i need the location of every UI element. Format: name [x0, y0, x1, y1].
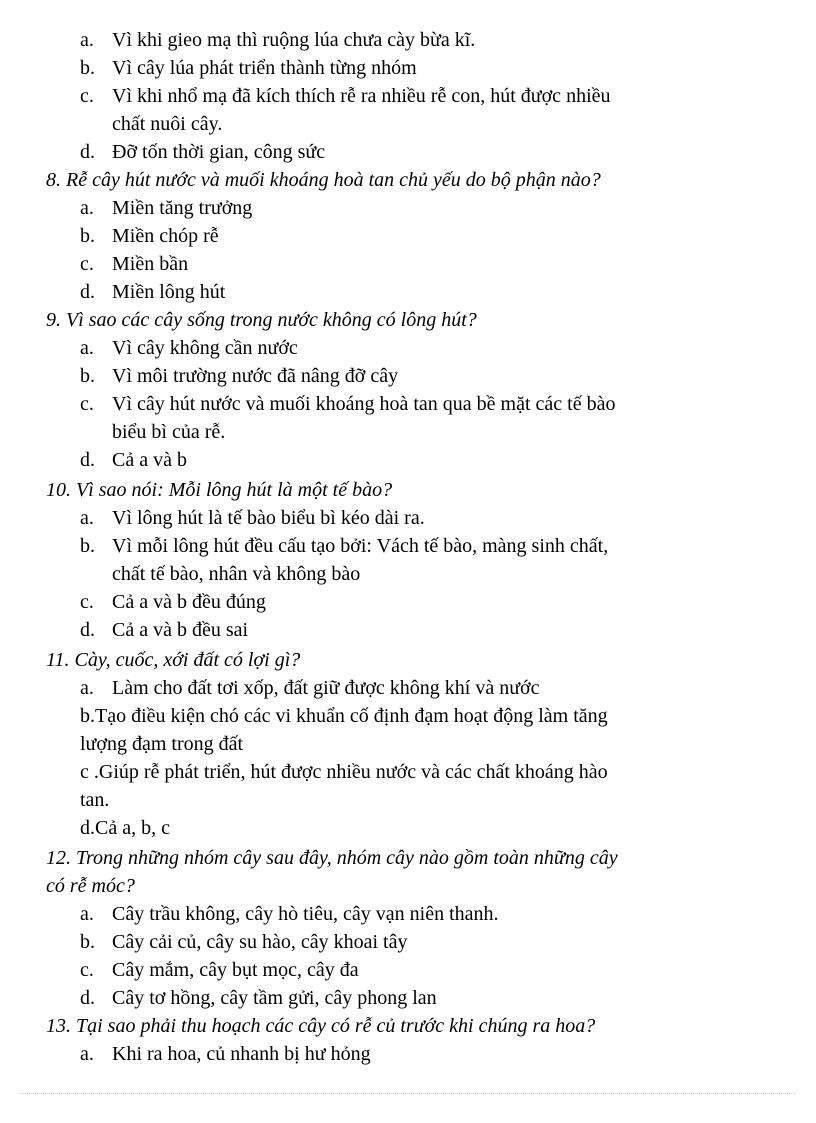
q11-question: 11. Cày, cuốc, xới đất có lợi gì? — [46, 649, 301, 671]
q12-option-a: Cây trầu không, cây hò tiêu, cây vạn niên thanh. — [112, 903, 499, 925]
q11-option-c-line-2: tan. — [80, 789, 110, 811]
q9-option-d: Cả a và b — [112, 449, 187, 471]
q8-option-c-letter: c. — [80, 253, 94, 275]
q7-option-a: Vì khi gieo mạ thì ruộng lúa chưa cày bừa kĩ. — [112, 29, 476, 51]
q9-option-c-line-2: biểu bì của rễ. — [112, 421, 226, 443]
q10-option-b-line-2: chất tế bào, nhân và không bào — [112, 563, 361, 585]
q12-option-d-letter: d. — [80, 987, 95, 1009]
q10-option-b-letter: b. — [80, 535, 95, 557]
q9-option-a-letter: a. — [80, 337, 94, 359]
page-bottom-divider — [20, 1093, 796, 1094]
q10-option-a-letter: a. — [80, 507, 94, 529]
q10-option-c-letter: c. — [80, 591, 94, 613]
q7-option-d: Đỡ tốn thời gian, công sức — [112, 141, 326, 163]
q12-question-line-1: 12. Trong những nhóm cây sau đây, nhóm cây nào gồm toàn những cây — [46, 847, 618, 869]
q12-option-a-letter: a. — [80, 903, 94, 925]
q8-option-b-letter: b. — [80, 225, 95, 247]
q11-option-a: Làm cho đất tơi xốp, đất giữ được không khí và nước — [112, 677, 540, 699]
q12-option-b: Cây cải củ, cây su hào, cây khoai tây — [112, 931, 408, 953]
q9-question: 9. Vì sao các cây sống trong nước không có lông hút? — [46, 309, 477, 331]
q7-option-b-letter: b. — [80, 57, 95, 79]
q10-option-b-line-1: Vì mỗi lông hút đều cấu tạo bởi: Vách tế bào, màng sinh chất, — [112, 535, 609, 557]
q7-option-c-line-2: chất nuôi cây. — [112, 113, 223, 135]
q8-option-d: Miền lông hút — [112, 281, 226, 303]
q12-option-c-letter: c. — [80, 959, 94, 981]
q9-option-c-letter: c. — [80, 393, 94, 415]
q8-question: 8. Rễ cây hút nước và muối khoáng hoà tan chủ yếu do bộ phận nào? — [46, 169, 601, 191]
q11-option-d: d.Cả a, b, c — [80, 817, 170, 839]
q9-option-b-letter: b. — [80, 365, 95, 387]
q7-option-d-letter: d. — [80, 141, 95, 163]
q11-option-b-line-1: b.Tạo điều kiện chó các vi khuẩn cố định đạm hoạt động làm tăng — [80, 705, 608, 727]
q10-option-d-letter: d. — [80, 619, 95, 641]
q12-question-line-2: có rễ móc? — [46, 875, 135, 897]
q7-option-b: Vì cây lúa phát triển thành từng nhóm — [112, 57, 417, 79]
q10-question: 10. Vì sao nói: Mỗi lông hút là một tế bào? — [46, 479, 393, 501]
q8-option-a: Miền tăng trưởng — [112, 197, 253, 219]
q8-option-b: Miền chóp rễ — [112, 225, 219, 247]
q13-question: 13. Tại sao phải thu hoạch các cây có rễ củ trước khi chúng ra hoa? — [46, 1015, 596, 1037]
q11-option-c-line-1: c .Giúp rễ phát triển, hút được nhiều nước và các chất khoáng hào — [80, 761, 608, 783]
q8-option-d-letter: d. — [80, 281, 95, 303]
q9-option-b: Vì môi trường nước đã nâng đỡ cây — [112, 365, 399, 387]
q12-option-b-letter: b. — [80, 931, 95, 953]
q10-option-c: Cả a và b đều đúng — [112, 591, 266, 613]
q7-option-c-line-1: Vì khi nhổ mạ đã kích thích rễ ra nhiều rễ con, hút được nhiều — [112, 85, 611, 107]
q8-option-a-letter: a. — [80, 197, 94, 219]
q9-option-c-line-1: Vì cây hút nước và muối khoáng hoà tan qua bề mặt các tế bào — [112, 393, 616, 415]
q11-option-b-line-2: lượng đạm trong đất — [80, 733, 244, 755]
q12-option-c: Cây mắm, cây bụt mọc, cây đa — [112, 959, 359, 981]
q7-option-c-letter: c. — [80, 85, 94, 107]
q13-option-a: Khi ra hoa, củ nhanh bị hư hỏng — [112, 1043, 371, 1065]
q9-option-a: Vì cây không cần nước — [112, 337, 298, 359]
q12-option-d: Cây tơ hồng, cây tầm gửi, cây phong lan — [112, 987, 437, 1009]
q10-option-d: Cả a và b đều sai — [112, 619, 249, 641]
q9-option-d-letter: d. — [80, 449, 95, 471]
q13-option-a-letter: a. — [80, 1043, 94, 1065]
q11-option-a-letter: a. — [80, 677, 94, 699]
q10-option-a: Vì lông hút là tế bào biểu bì kéo dài ra. — [112, 507, 425, 529]
q8-option-c: Miền bần — [112, 253, 189, 275]
q7-option-a-letter: a. — [80, 29, 94, 51]
